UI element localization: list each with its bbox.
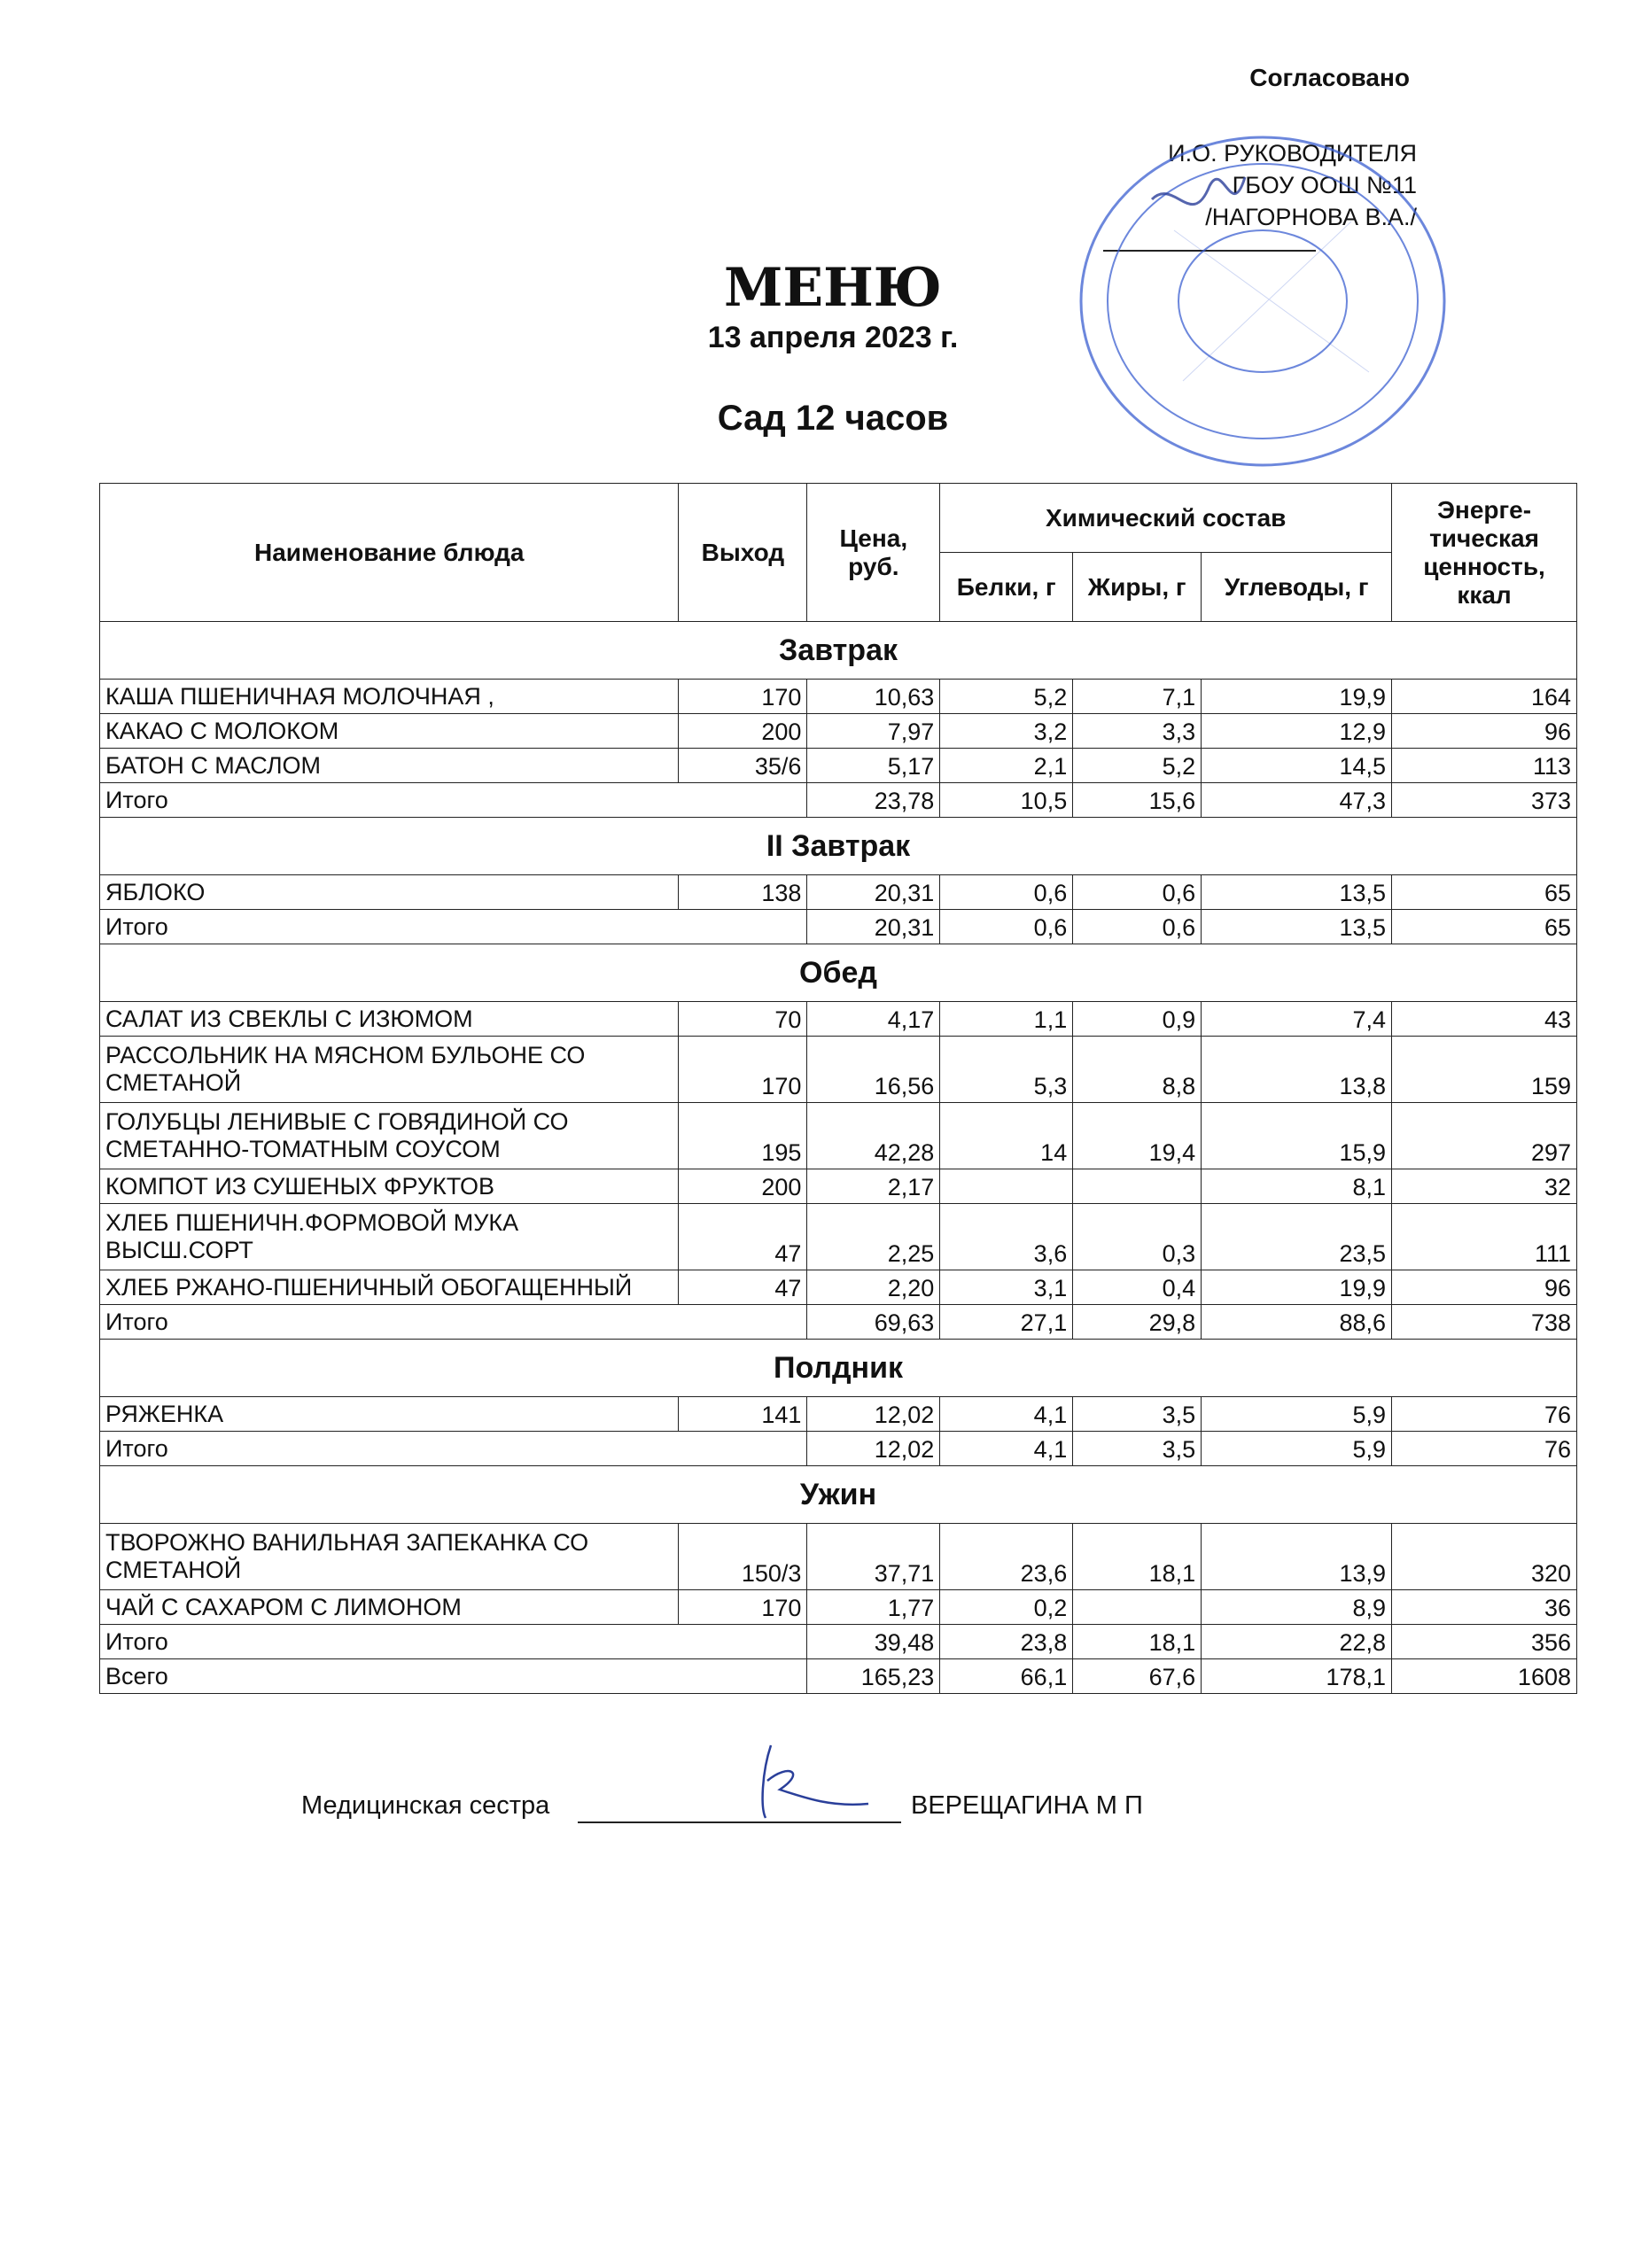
total-row	[100, 1625, 1577, 1659]
total-label: Итого	[100, 783, 807, 818]
menu-table-body	[100, 622, 1577, 1694]
cell-fat: 18,1	[1073, 1524, 1202, 1590]
cell-output: 70	[679, 1002, 807, 1037]
nurse-name: ВЕРЕЩАГИНА М П	[911, 1791, 1143, 1820]
total-label: Итого	[100, 910, 807, 944]
cell-output: 47	[679, 1204, 807, 1270]
dish-name: КОМПОТ ИЗ СУШЕНЫХ ФРУКТОВ	[100, 1169, 679, 1204]
cell-fat: 0,6	[1073, 875, 1202, 910]
cell-protein: 2,1	[940, 749, 1073, 783]
cell-price: 10,63	[807, 680, 940, 714]
header-protein: Белки, г	[940, 553, 1073, 622]
cell-carbs: 23,5	[1202, 1204, 1392, 1270]
cell-price: 42,28	[807, 1103, 940, 1169]
table-row	[100, 1103, 1577, 1169]
dish-name: РЯЖЕНКА	[100, 1397, 679, 1432]
cell-protein	[940, 1169, 1073, 1204]
total-label: Итого	[100, 1305, 807, 1340]
total-energy: 1608	[1392, 1659, 1577, 1694]
approval-org: ГБОУ ООШ №11	[1232, 172, 1417, 198]
cell-energy: 111	[1392, 1204, 1577, 1270]
approval-heading: Согласовано	[1249, 64, 1410, 91]
cell-protein: 0,2	[940, 1590, 1073, 1625]
cell-output: 170	[679, 680, 807, 714]
cell-energy: 96	[1392, 714, 1577, 749]
table-row	[100, 680, 1577, 714]
table-row	[100, 1397, 1577, 1432]
total-label: Итого	[100, 1625, 807, 1659]
cell-fat: 3,3	[1073, 714, 1202, 749]
cell-carbs: 7,4	[1202, 1002, 1392, 1037]
total-protein: 4,1	[940, 1432, 1073, 1466]
cell-price: 4,17	[807, 1002, 940, 1037]
table-row	[100, 1037, 1577, 1103]
cell-fat: 5,2	[1073, 749, 1202, 783]
cell-price: 2,25	[807, 1204, 940, 1270]
total-carbs: 13,5	[1202, 910, 1392, 944]
cell-output: 170	[679, 1590, 807, 1625]
total-fat: 29,8	[1073, 1305, 1202, 1340]
total-carbs: 88,6	[1202, 1305, 1392, 1340]
total-row	[100, 1432, 1577, 1466]
table-row	[100, 714, 1577, 749]
nurse-signature	[753, 1736, 877, 1825]
table-row	[100, 875, 1577, 910]
cell-energy: 76	[1392, 1397, 1577, 1432]
cell-fat: 8,8	[1073, 1037, 1202, 1103]
total-price: 165,23	[807, 1659, 940, 1694]
cell-fat: 3,5	[1073, 1397, 1202, 1432]
section-title: Ужин	[100, 1466, 1577, 1524]
cell-protein: 3,2	[940, 714, 1073, 749]
dish-name: ТВОРОЖНО ВАНИЛЬНАЯ ЗАПЕКАНКА СО СМЕТАНОЙ	[100, 1524, 679, 1590]
total-carbs: 47,3	[1202, 783, 1392, 818]
total-fat: 67,6	[1073, 1659, 1202, 1694]
total-protein: 10,5	[940, 783, 1073, 818]
header-name: Наименование блюда	[100, 484, 679, 622]
table-row	[100, 1524, 1577, 1590]
cell-protein: 3,6	[940, 1204, 1073, 1270]
cell-protein: 14	[940, 1103, 1073, 1169]
approval-signer: /НАГОРНОВА В.А./	[1205, 204, 1417, 230]
cell-protein: 4,1	[940, 1397, 1073, 1432]
table-row	[100, 1169, 1577, 1204]
cell-carbs: 19,9	[1202, 680, 1392, 714]
header-carbs: Углеводы, г	[1202, 553, 1392, 622]
cell-output: 200	[679, 1169, 807, 1204]
section-title: II Завтрак	[100, 818, 1577, 875]
cell-carbs: 13,9	[1202, 1524, 1392, 1590]
cell-energy: 113	[1392, 749, 1577, 783]
cell-energy: 36	[1392, 1590, 1577, 1625]
cell-carbs: 8,1	[1202, 1169, 1392, 1204]
total-protein: 23,8	[940, 1625, 1073, 1659]
total-price: 69,63	[807, 1305, 940, 1340]
cell-protein: 5,3	[940, 1037, 1073, 1103]
total-row	[100, 1305, 1577, 1340]
total-carbs: 178,1	[1202, 1659, 1392, 1694]
cell-price: 2,20	[807, 1270, 940, 1305]
official-stamp-seal	[1068, 124, 1458, 478]
cell-fat: 0,9	[1073, 1002, 1202, 1037]
section-row	[100, 1340, 1577, 1397]
cell-price: 2,17	[807, 1169, 940, 1204]
cell-output: 35/6	[679, 749, 807, 783]
cell-carbs: 12,9	[1202, 714, 1392, 749]
cell-carbs: 14,5	[1202, 749, 1392, 783]
total-fat: 18,1	[1073, 1625, 1202, 1659]
cell-energy: 297	[1392, 1103, 1577, 1169]
section-row	[100, 944, 1577, 1002]
total-energy: 373	[1392, 783, 1577, 818]
table-row	[100, 1204, 1577, 1270]
dish-name: БАТОН С МАСЛОМ	[100, 749, 679, 783]
cell-protein: 23,6	[940, 1524, 1073, 1590]
total-fat: 3,5	[1073, 1432, 1202, 1466]
cell-output: 195	[679, 1103, 807, 1169]
cell-energy: 164	[1392, 680, 1577, 714]
dish-name: КАКАО С МОЛОКОМ	[100, 714, 679, 749]
table-row	[100, 1002, 1577, 1037]
total-label: Итого	[100, 1432, 807, 1466]
cell-output: 150/3	[679, 1524, 807, 1590]
cell-fat: 0,3	[1073, 1204, 1202, 1270]
cell-output: 170	[679, 1037, 807, 1103]
total-fat: 0,6	[1073, 910, 1202, 944]
total-label: Всего	[100, 1659, 807, 1694]
approval-title: И.О. РУКОВОДИТЕЛЯ	[1168, 140, 1417, 167]
total-price: 39,48	[807, 1625, 940, 1659]
cell-energy: 320	[1392, 1524, 1577, 1590]
cell-protein: 0,6	[940, 875, 1073, 910]
total-fat: 15,6	[1073, 783, 1202, 818]
section-title: Завтрак	[100, 622, 1577, 680]
table-header-row	[100, 484, 1577, 553]
cell-output: 200	[679, 714, 807, 749]
cell-price: 5,17	[807, 749, 940, 783]
section-row	[100, 818, 1577, 875]
cell-carbs: 13,8	[1202, 1037, 1392, 1103]
total-energy: 738	[1392, 1305, 1577, 1340]
cell-energy: 159	[1392, 1037, 1577, 1103]
header-energy: Энерге- тическая ценность, ккал	[1392, 484, 1577, 622]
header-price: Цена, руб.	[807, 484, 940, 622]
header-output: Выход	[679, 484, 807, 622]
cell-carbs: 19,9	[1202, 1270, 1392, 1305]
cell-fat	[1073, 1169, 1202, 1204]
table-row	[100, 1270, 1577, 1305]
section-title: Обед	[100, 944, 1577, 1002]
cell-fat: 0,4	[1073, 1270, 1202, 1305]
cell-protein: 5,2	[940, 680, 1073, 714]
table-row	[100, 749, 1577, 783]
total-row	[100, 910, 1577, 944]
cell-protein: 1,1	[940, 1002, 1073, 1037]
cell-energy: 96	[1392, 1270, 1577, 1305]
dish-name: КАША ПШЕНИЧНАЯ МОЛОЧНАЯ ,	[100, 680, 679, 714]
grand-total-row	[100, 1659, 1577, 1694]
section-row	[100, 622, 1577, 680]
cell-price: 20,31	[807, 875, 940, 910]
cell-output: 47	[679, 1270, 807, 1305]
menu-title: МЕНЮ	[723, 257, 943, 319]
cell-carbs: 13,5	[1202, 875, 1392, 910]
total-protein: 0,6	[940, 910, 1073, 944]
total-protein: 27,1	[940, 1305, 1073, 1340]
menu-table	[99, 483, 1577, 1694]
dish-name: ЧАЙ С САХАРОМ С ЛИМОНОМ	[100, 1590, 679, 1625]
cell-price: 16,56	[807, 1037, 940, 1103]
dish-name: РАССОЛЬНИК НА МЯСНОМ БУЛЬОНЕ СО СМЕТАНОЙ	[100, 1037, 679, 1103]
total-price: 20,31	[807, 910, 940, 944]
cell-output: 138	[679, 875, 807, 910]
total-energy: 76	[1392, 1432, 1577, 1466]
total-row	[100, 783, 1577, 818]
nurse-label: Медицинская сестра	[301, 1791, 550, 1820]
menu-subtitle: Сад 12 часов	[717, 399, 949, 438]
dish-name: ХЛЕБ ПШЕНИЧН.ФОРМОВОЙ МУКА ВЫСШ.СОРТ	[100, 1204, 679, 1270]
total-energy: 356	[1392, 1625, 1577, 1659]
dish-name: САЛАТ ИЗ СВЕКЛЫ С ИЗЮМОМ	[100, 1002, 679, 1037]
cell-carbs: 15,9	[1202, 1103, 1392, 1169]
cell-price: 1,77	[807, 1590, 940, 1625]
table-row	[100, 1590, 1577, 1625]
cell-price: 7,97	[807, 714, 940, 749]
total-carbs: 22,8	[1202, 1625, 1392, 1659]
cell-energy: 43	[1392, 1002, 1577, 1037]
total-protein: 66,1	[940, 1659, 1073, 1694]
cell-price: 37,71	[807, 1524, 940, 1590]
total-price: 23,78	[807, 783, 940, 818]
cell-price: 12,02	[807, 1397, 940, 1432]
cell-fat: 19,4	[1073, 1103, 1202, 1169]
dish-name: ХЛЕБ РЖАНО-ПШЕНИЧНЫЙ ОБОГАЩЕННЫЙ	[100, 1270, 679, 1305]
header-chem: Химический состав	[940, 484, 1392, 553]
cell-fat	[1073, 1590, 1202, 1625]
menu-date: 13 апреля 2023 г.	[707, 321, 959, 354]
section-title: Полдник	[100, 1340, 1577, 1397]
dish-name: ГОЛУБЦЫ ЛЕНИВЫЕ С ГОВЯДИНОЙ СО СМЕТАННО-ТОМАТНЫМ СОУСОМ	[100, 1103, 679, 1169]
cell-energy: 65	[1392, 875, 1577, 910]
cell-protein: 3,1	[940, 1270, 1073, 1305]
cell-energy: 32	[1392, 1169, 1577, 1204]
cell-output: 141	[679, 1397, 807, 1432]
total-energy: 65	[1392, 910, 1577, 944]
section-row	[100, 1466, 1577, 1524]
header-fat: Жиры, г	[1073, 553, 1202, 622]
cell-carbs: 8,9	[1202, 1590, 1392, 1625]
cell-fat: 7,1	[1073, 680, 1202, 714]
total-carbs: 5,9	[1202, 1432, 1392, 1466]
total-price: 12,02	[807, 1432, 940, 1466]
cell-carbs: 5,9	[1202, 1397, 1392, 1432]
dish-name: ЯБЛОКО	[100, 875, 679, 910]
